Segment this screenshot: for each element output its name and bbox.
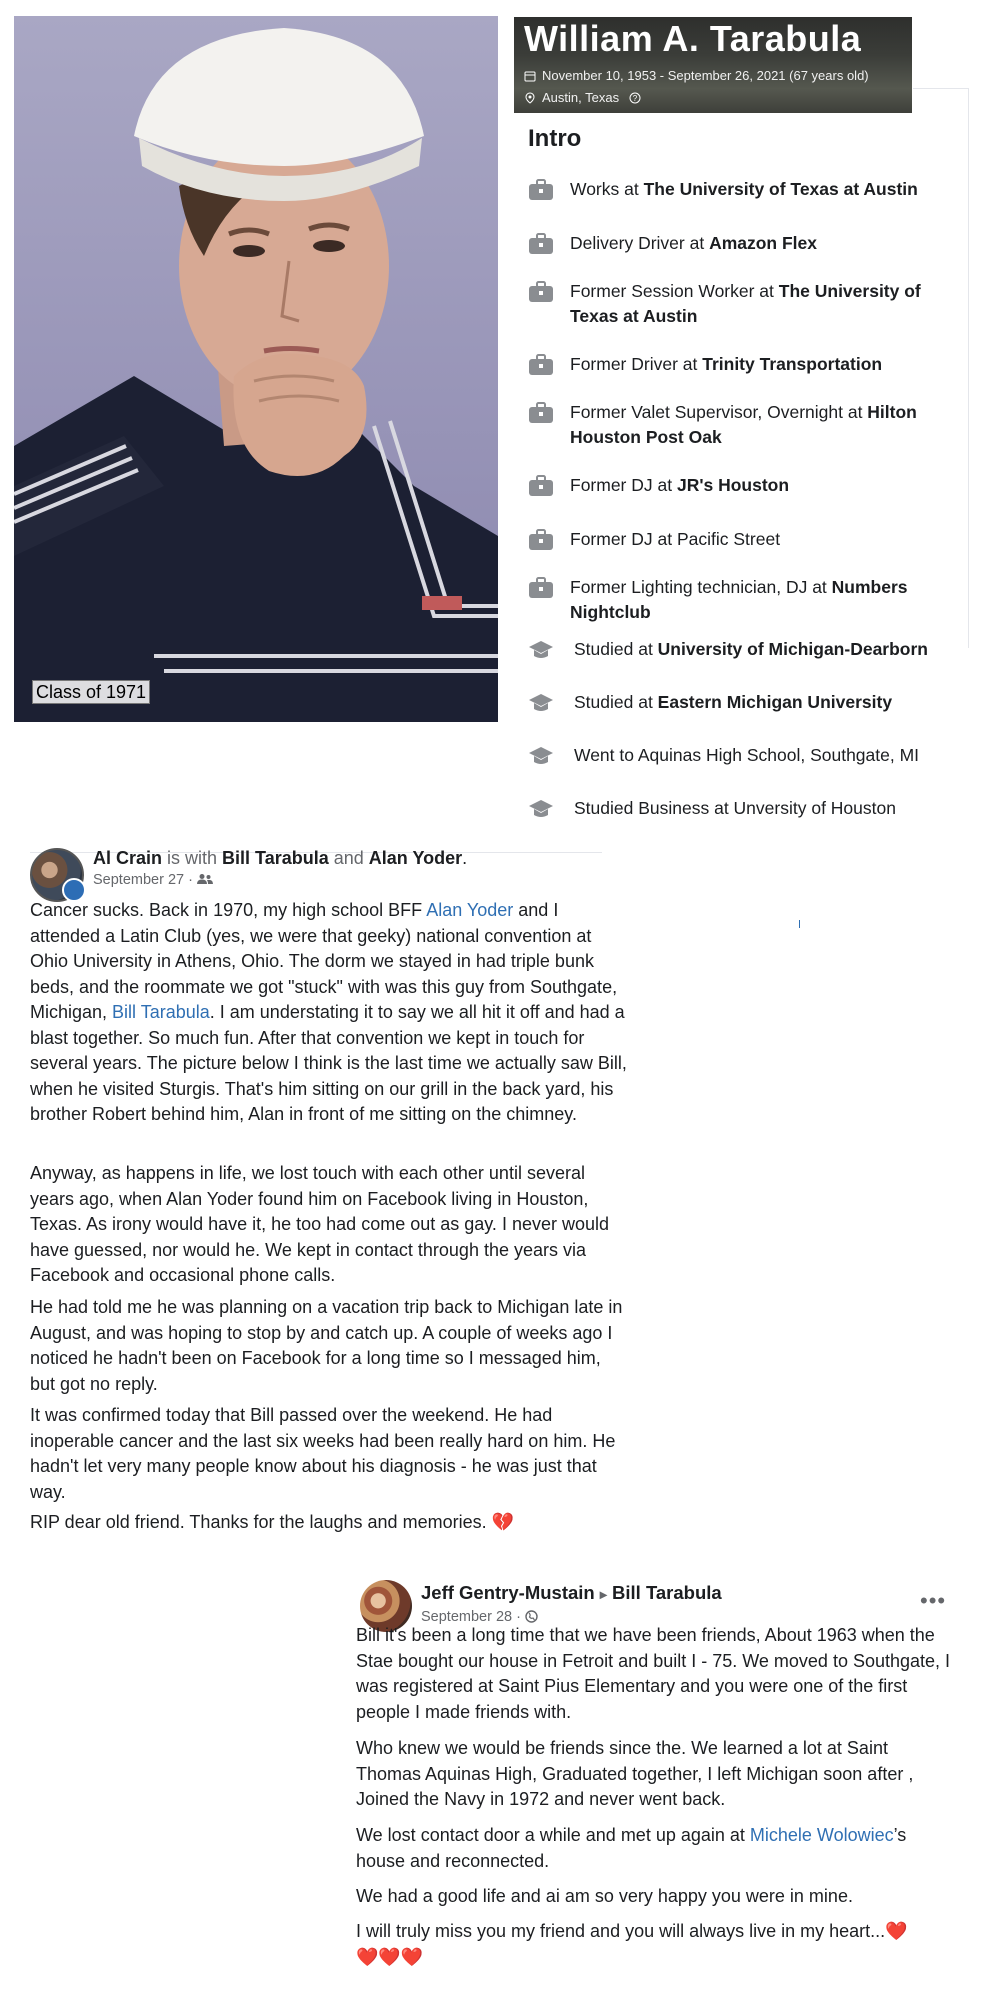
intro-item-text: Former Driver at (570, 354, 703, 374)
sailor-portrait-drawing (14, 16, 498, 722)
post-text: We lost contact door a while and met up again at (356, 1825, 750, 1845)
intro-card-border-top (913, 88, 969, 89)
post-text: Cancer sucks. Back in 1970, my high school BFF (30, 900, 427, 920)
with-text: is with (162, 848, 223, 868)
broken-heart-emoji: 💔 (491, 1512, 515, 1532)
intro-item-text: Former Valet Supervisor, Overnight at (570, 402, 868, 422)
intro-item-link[interactable]: Eastern Michigan University (657, 692, 893, 712)
intro-item-text: Former DJ at (570, 475, 677, 495)
mention-link[interactable]: Alan Yoder (426, 900, 514, 920)
tagged-person-link[interactable]: Bill Tarabula (222, 848, 329, 868)
post-paragraph (30, 1510, 630, 1536)
intro-heading: Intro (528, 125, 582, 152)
post-target-link[interactable]: Bill Tarabula (612, 1582, 722, 1603)
graduation-cap-icon (528, 692, 554, 714)
post-header (421, 1581, 722, 1606)
intro-item-text: Studied at (574, 639, 658, 659)
post-author-link[interactable]: Al Crain (93, 848, 163, 868)
post-author-link[interactable]: Jeff Gentry-Mustain (421, 1582, 595, 1603)
post-text: ’s house and reconnected. (356, 1825, 907, 1871)
mention-link[interactable]: Bill Tarabula (112, 1002, 210, 1022)
post-text: I will truly miss you my friend and you will always live in my heart... (356, 1921, 886, 1941)
post-paragraph: He had told me he was planning on a vacation trip back to Michigan late in August, and was hoping to stop by and catch up. A couple of weeks ago I noticed he hadn't been on Facebook for a long time so I messaged him, but got no reply. (30, 1297, 623, 1394)
post-timestamp[interactable]: September 27 · (93, 872, 193, 888)
calendar-icon (524, 70, 536, 82)
location-pin-icon (524, 92, 536, 104)
post-paragraph: Anyway, as happens in life, we lost touch with each other until several years ago, when Alan Yoder found him on Facebook living in Houston, Texas. As irony would have it, he too had come out as gay. I never would have guessed, nor would he. We kept in contact through the years via Facebook and occasional phone calls. (30, 1163, 609, 1285)
portrait-photo (14, 16, 498, 722)
memorial-name-header (514, 17, 912, 113)
intro-item-text: Delivery Driver at (570, 233, 710, 253)
briefcase-icon (528, 233, 554, 255)
post-paragraph (356, 1823, 956, 1874)
heart-emoji: ❤️ (885, 1921, 908, 1941)
person-name: William A. Tarabula (524, 18, 862, 59)
intro-item-text: Former Lighting technician, DJ at (570, 577, 832, 597)
briefcase-icon (528, 281, 554, 303)
post-timestamp[interactable]: September 28 · (421, 1609, 521, 1625)
more-options-button[interactable]: ••• (920, 1588, 947, 1613)
intro-item-text: Former Session Worker at (570, 281, 779, 301)
post-paragraph: We had a good life and ai am so very happy you were in mine. (356, 1886, 853, 1906)
friends-audience-icon[interactable] (197, 873, 213, 885)
intro-item-link[interactable]: Numbers Nightclub (570, 577, 908, 622)
graduation-cap-icon (528, 745, 554, 767)
post-paragraph: Bill it's been a long time that we have been friends, About 1963 when the Stae bought our house in Fetroit and built I - 75. We moved to Southgate, I was registered at Saint Pius Elementary and you were one of the first people I made friends with. (356, 1625, 951, 1722)
graduation-cap-icon (528, 798, 554, 820)
intro-item-text: Works at (570, 179, 644, 199)
photo-caption: Class of 1971 (32, 680, 150, 704)
intro-item-link[interactable]: Hilton Houston Post Oak (570, 402, 917, 447)
location-text: Austin, Texas (542, 90, 620, 105)
post-paragraph: Who knew we would be friends since the. We learned a lot at Saint Thomas Aquinas High, Graduated together, I left Michigan soon after , Joined the Navy in 1972 and never went back. (356, 1738, 914, 1809)
post-text: . I am understating it to say we all hit it off and had a blast together. So much fun. After that convention we kept in touch for several years. The picture below I think is the last time we actually saw Bill, when he visited Sturgis. That's him sitting on our grill in the back yard, his brother Robert behind him, Alan in front of me sitting on the chimney. (30, 1002, 627, 1124)
intro-item-link[interactable]: The University of Texas at Austin (570, 281, 921, 326)
intro-item-link[interactable]: The University of Texas at Austin (643, 179, 918, 199)
intro-item-text: Went to Aquinas High School, Southgate, MI (574, 745, 920, 765)
briefcase-icon (528, 354, 554, 376)
help-icon[interactable] (629, 92, 641, 104)
post-paragraph: It was confirmed today that Bill passed over the weekend. He had inoperable cancer and the last six weeks had been really hard on him. He hadn't let very many people know about his diagnosis - he was just that way. (30, 1405, 616, 1502)
post-paragraph (356, 1919, 956, 1970)
post-date-row (93, 870, 213, 890)
location-row (524, 89, 647, 107)
globe-icon[interactable] (525, 1610, 538, 1623)
intro-item-link[interactable]: JR's Houston (676, 475, 790, 495)
post-header (93, 846, 467, 870)
post-text: and I attended a Latin Club (yes, we were that geeky) national convention at Ohio University in Athens, Ohio. The dorm we stayed in had triple bunk beds, and the roommate we got "stuck" with was this guy from Southgate, Michigan, (30, 900, 618, 1022)
graduation-cap-icon (528, 639, 554, 661)
briefcase-icon (528, 179, 554, 201)
post-text: RIP dear old friend. Thanks for the laughs and memories. (30, 1512, 492, 1532)
mention-link[interactable]: Michele Wolowiec (749, 1825, 894, 1845)
intro-item-link[interactable]: Amazon Flex (709, 233, 818, 253)
intro-item-text: Studied at (574, 692, 658, 712)
briefcase-icon (528, 577, 554, 599)
arrow-right-icon: ▸ (599, 1586, 607, 1602)
intro-item-link[interactable]: University of Michigan-Dearborn (657, 639, 928, 659)
briefcase-icon (528, 475, 554, 497)
post-paragraph (30, 898, 630, 1128)
svg-text:?: ? (632, 94, 637, 103)
heart-emoji: ❤️❤️❤️ (356, 1946, 424, 1967)
intro-item-text: Studied Business at Unversity of Houston (574, 798, 896, 818)
intro-item-text: Former DJ at Pacific Street (570, 529, 781, 549)
briefcase-icon (528, 529, 554, 551)
briefcase-icon (528, 402, 554, 424)
life-dates-row (524, 67, 869, 85)
cursor-mark (799, 920, 800, 928)
intro-item-link[interactable]: Trinity Transportation (702, 354, 883, 374)
life-dates: November 10, 1953 - September 26, 2021 (67 years old) (542, 68, 869, 83)
and-text: and (328, 848, 369, 868)
tagged-person-link[interactable]: Alan Yoder (368, 848, 463, 868)
header-period: . (462, 848, 468, 868)
